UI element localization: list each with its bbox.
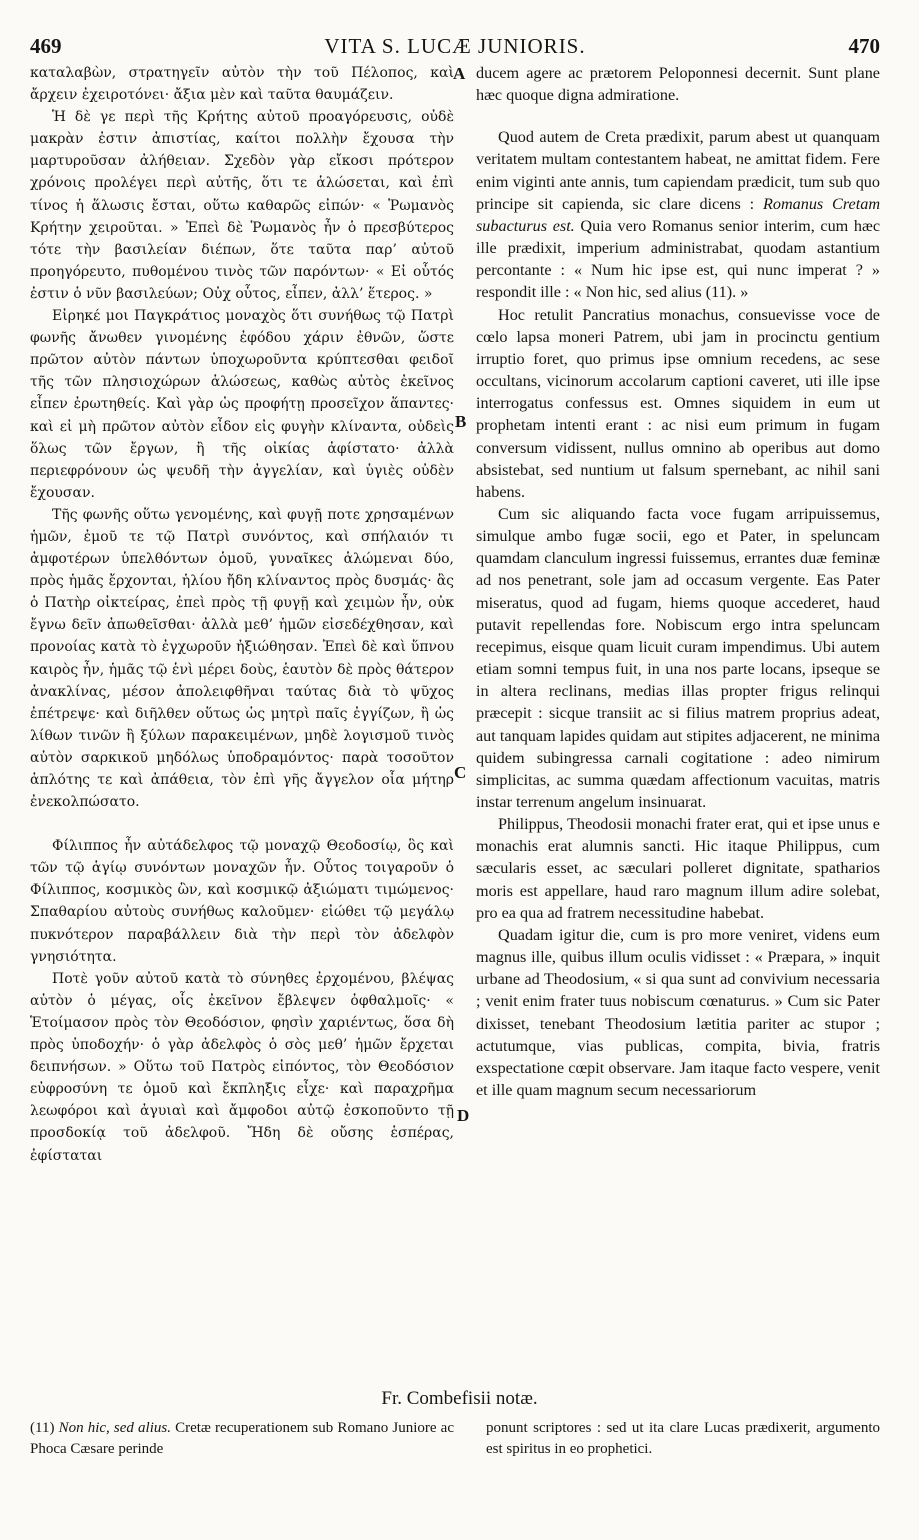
latin-paragraph: Hoc retulit Pancratius monachus, consuevisse voce de cœlo lapsa moneri Patrem, ubi jam in procinctu gentium irruptio foret, quo primus ipse omnium recedens, ac sese occultans, vicinorum accolarum captioni caveret, uti ille ipse interrogatus confessus est. Omnes siquidem in eum ut prophetam intenti erant : ac nisi eum primum in fugam conversum vidissent, nullus omnino ab operibus aut domo absistebat, sed nuntium ut falsum spernebant, ac nihil sani habens. [476,305,880,501]
greek-column [30,62,454,1167]
notes-right-column [486,1418,880,1460]
margin-marker-a: A [453,64,466,83]
notes-title: Fr. Combefisii notæ. [381,1388,538,1409]
margin-marker-d: D [457,1106,470,1125]
latin-paragraph: Philippus, Theodosii monachi frater erat, qui et ipse unus e monachis erat alumnis sancti. Hic itaque Philippus, cum sæcularis esset, ac sæculari polleret dignitate, spatharios moris est appellare, haud raro magnum illum adire solebat, pro ea qua ad fratrem necessitudine habebat. [476,815,880,922]
latin-paragraph: Cum sic aliquando facta voce fugam arripuissemus, simulque ambo fugæ socii, ego et Pater, in speluncam quamdam clanculum ingressi fuissemus, errantes duæ feminæ ad nos penetrant, sole jam ad occasum vergente. Eas Pater miseratus, quod ad fugam, hiems quoque accederet, haud putavit repellendas fore. Nobiscum ergo intra speluncam recepimus, eisque quam licuit curam impendimus. Ubi autem etiam somni tempus fuit, in una nos parte locans, ipseque se in altera reclinans, medias illas propter frigus relinqui præcepit : sicque transiit ac si filius matrem proprius adeat, aut tanquam lapides quidam aut stipites adjacerent, ne minima quidem subingressa carnali cogitatione : adeo nimirum simplicitas, ac summa quædam affectionum vacuitas, matris instar terrenum angelum insinuarat. [476,504,880,811]
greek-paragraph: Τῆς φωνῆς οὕτω γενομένης, καὶ φυγῇ ποτε χρησαμένων ἡμῶν, ἐμοῦ τε τῷ Πατρὶ συνόντος, καὶ σπήλαιόν τι ἀμφοτέρων ὑπελθόντων ὁμοῦ, γυναῖκες ἁλώμεναι δύο, πρὸς ἡμᾶς ἔρχονται, ἡλίου ἤδη κλίναντος πρὸς δυσμάς· ἃς ὁ Πατὴρ οἰκτείρας, ἐπεὶ πρὸς τῇ φυγῇ καὶ χειμὼν ἦν, οὐκ ἔγνω δεῖν ἀπωθεῖσθαι· ἀλλὰ μεθ’ ἡμῶν εἰσεδέχθησαν, καὶ προνοίας κατὰ τὸ ἐγχωροῦν ἠξιώθησαν. Ἐπεὶ δὲ καὶ ὕπνου καιρὸς ἦν, ἡμᾶς τῷ ἑνὶ μέρει δοὺς, ἑαυτὸν δὲ πρὸς θάτερον ἀνακλίνας, μέσον ἀπολειφθῆναι ταύτας διὰ τὸ ψῦχος ἐπέτρεψε· καὶ διῆλθεν οὕτως ὡς μητρὶ παῖς ἐγγίζων, ἢ ὡς λίθων τινῶν ἢ ξύλων παρακειμένων, μηδὲ λογισμοῦ τινὸς αὐτὸν σαρκικοῦ μηδόλως ὑποδραμόντος· παρὰ τοσοῦτον ἁπλότης τε καὶ ἀπάθεια, τὸν ἐπὶ γῆς ἄγγελον οἷα μήτηρ ἐνεκολπώσατο. [30,506,454,811]
greek-paragraph: Εἰρηκέ μοι Παγκράτιος μοναχὸς ὅτι συνήθως τῷ Πατρὶ φωνῆς ἄνωθεν γινομένης ἐφόδου χάριν ἐθνῶν, ὥστε πρῶτον αὐτὸν πάντων ὑποχωροῦντα κρύπτεσθαι φειδοῖ τῆς τῶν πλησιοχώρων ἁλώσεως, καθὼς αὐτὸς ἐκεῖνος εἶπεν ἐρωτηθείς. Καὶ γὰρ ὡς προφήτῃ προσεῖχον ἅπαντες· καὶ εἰ μὴ πρῶτον αὐτὸν εἶδον εἰς φυγὴν κλίναντα, οὐδεὶς ὅλως τῶν ἔργων, ἢ τῆς οἰκίας ἀφίστατο· ἀλλὰ περιεφρόνουν ὡς ψευδῆ τὴν ἀγγελίαν, καὶ ὑγιὲς οὐδὲν ἔχουσαν. [30,308,454,501]
footnote-ref: (11) [30,1420,59,1436]
running-title: VITA S. LUCÆ JUNIORIS. [324,34,586,58]
footnote [30,1418,454,1460]
latin-paragraph: ducem agere ac prætorem Peloponnesi decernit. Sunt plane hæc quoque digna admiratione. [476,64,880,105]
page-number-right: 470 [848,34,880,58]
greek-paragraph: Ποτὲ γοῦν αὐτοῦ κατὰ τὸ σύνηθες ἐρχομένου, βλέψας αὐτὸν ὁ μέγας, οἷς ἐκεῖνον ἔβλεψεν ὀφθαλμοῖς· « Ἑτοίμασον πρὸς τὸν Θεοδόσιον, φησὶν χαριέντως, ὅσα δὴ πρὸς ὑποδοχήν· ὁ γὰρ ἀδελφὸς ὁ σὸς μεθ’ ἡμῶν ἔρχεται δειπνήσων. » Οὕτω τοῦ Πατρὸς εἰπόντος, τὸν Θεοδόσιον εὐφροσύνη τε ὁμοῦ καὶ ἔκπληξις εἶχε· καὶ παραχρῆμα λεωφόροι καὶ ἀγυιαὶ καὶ ἄμφοδοι αὐτῷ ἐσκοποῦντο τῇ προσδοκίᾳ τοῦ ἀδελφοῦ. Ἤδη δὲ οὔσης ἑσπέρας, ἐφίσταται [30,970,454,1164]
margin-marker-c: C [454,763,467,782]
latin-paragraph [476,126,880,303]
footnote-lemma: Non hic, sed alius. [58,1420,171,1436]
notes-left-column [30,1418,454,1460]
latin-text: Quia vero Romanus senior interim, cum hæc ille prædixit, imperium administrabat, quodam astantium percontante : « Num hic ipse est, qui nunc imperat ? » respondit ille : « Non hic, sed alius (11). » [476,216,881,302]
page-header [30,34,880,64]
footnote-continuation: ponunt scriptores : sed ut ita clare Lucas prædixerit, argumento est spiritus in eo prophetici. [486,1420,880,1457]
latin-column [476,62,880,1101]
latin-italic-quote: Romanus Cretam subacturus est. [476,194,881,235]
greek-paragraph: Ἡ δὲ γε περὶ τῆς Κρήτης αὐτοῦ προαγόρευσις, οὐδὲ μακρὰν ἐστιν ἀπιστίας, καίτοι πολλὴν ἔχουσα τὴν μαρτυροῦσαν ἀλήθειαν. Σχεδὸν γὰρ εἴκοσι πρότερον χρόνοις προλέγει περὶ αὐτῆς, ὅτι τε ἁλώσεται, καὶ ἐπὶ τίνος ἡ ἅλωσις ἔσται, οὕτω καθαρῶς εἰπών· « Ῥωμανὸς Κρήτην χειροῦται. » Ἐπεὶ δὲ Ῥωμανὸς ἦν ὁ πρεσβύτερος τότε τὴν βασιλείαν διέπων, ὅτε ταῦτα παρ’ αὐτοῦ προηγόρευτο, πυθομένου τινὸς τῶν παρόντων· « Εἰ οὗτός ἐστιν ὁ νῦν βασιλεύων; Οὐχ οὗτος, εἶπεν, ἀλλ’ ἕτερος. » [30,109,454,302]
greek-paragraph: Φίλιππος ἦν αὐτάδελφος τῷ μοναχῷ Θεοδοσίῳ, ὃς καὶ τῶν τῷ ἁγίῳ συνόντων μοναχῶν ἦν. Οὗτος τοιγαροῦν ὁ Φίλιππος, κοσμικὸς ὢν, καὶ κοσμικῷ ἀξιώματι τιμώμενος· Σπαθαρίου αὐτοὺς συνήθως καλοῦμεν· εἰώθει τῷ μεγάλῳ πυκνότερον παραβάλλειν διὰ τὴν περὶ τὸν ἀδελφὸν γνησιότητα. [30,838,454,965]
latin-text: Quod autem de Creta prædixit, parum abest ut quanquam veritatem multam contestantem habeat, ne amittat fidem. Fere enim viginti ante annis, tum capiendam prædicit, tum sub quo principe sit capienda, sic clare dicens : [476,128,880,213]
footnote-text: Cretæ recuperationem sub Romano Juniore ac Phoca Cæsare perinde [30,1420,454,1457]
latin-paragraph: Quadam igitur die, cum is pro more veniret, videns eum magnus ille, quibus illum oculis vidisset : « Præpara, » inquit urbane ad Theodosium, « si qua sunt ad convivium necessaria ; venit enim frater tuus nobiscum cœnaturus. » Cum sic Pater dixisset, tenebant Theodosium lætitia pariter ac stupor ; actutumque, vias publicas, compita, bivia, fratris exspectatione cœpit observare. Jam itaque facto vespere, venit et ille quam magnum secum necessariorum [476,925,880,1100]
page-number-left: 469 [30,34,62,58]
margin-marker-b: B [455,412,467,431]
greek-paragraph: καταλαβὼν, στρατηγεῖν αὐτὸν τὴν τοῦ Πέλοπος, καὶ ἄρχειν ἐχειροτόνει· ἄξια μὲν καὶ ταῦτα θαυμάζειν. [30,65,454,104]
